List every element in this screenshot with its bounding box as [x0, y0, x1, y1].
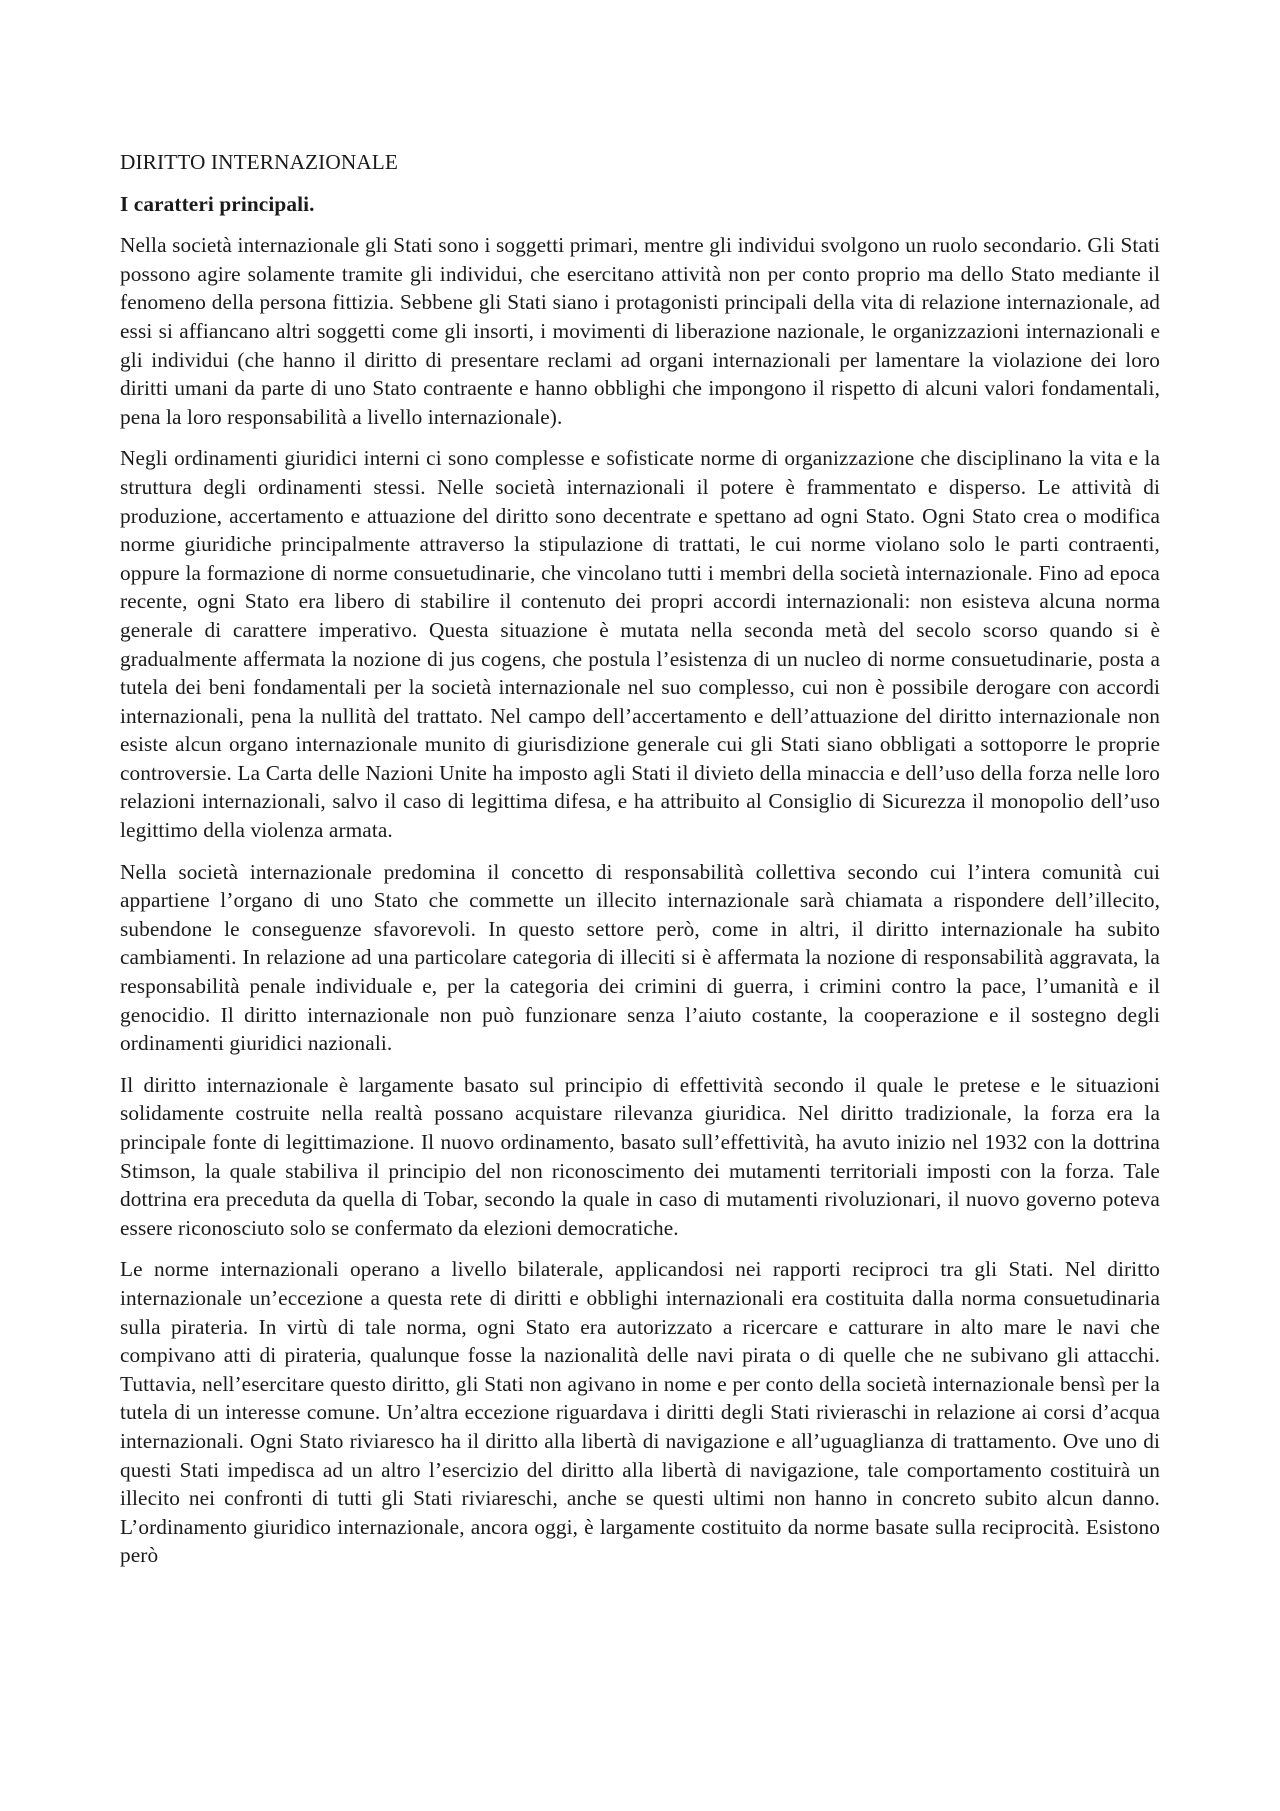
document-title: DIRITTO INTERNAZIONALE [120, 150, 399, 174]
paragraph: Il diritto internazionale è largamente basato sul principio di effettività secondo il quale le pretese e le situazioni solidamente costruite nella realtà possano acquistare rilevanza giuridica. Nel diritto tradizionale, la forza era la principale fonte di legittimazione. Il nuovo ordinamento, basato sull’effettività, ha avuto inizio nel 1932 con la dottrina Stimson, la quale stabiliva il principio del non riconoscimento dei mutamenti territoriali imposti con la forza. Tale dottrina era preceduta da quella di Tobar, secondo la quale in caso di mutamenti rivoluzionari, il nuovo governo poteva essere riconosciuto solo se confermato da elezioni democratiche. [120, 1072, 1160, 1240]
document-body [120, 148, 1160, 1583]
paragraph: Le norme internazionali operano a livello bilaterale, applicandosi nei rapporti reciproci tra gli Stati. Nel diritto internazionale un’eccezione a questa rete di diritti e obblighi internazionali era costituita dalla norma consuetudinaria sulla pirateria. In virtù di tale norma, ogni Stato era autorizzato a ricercare e catturare in alto mare le navi che compivano atti di pirateria, qualunque fosse la nazionalità delle navi pirata o di quelle che ne subivano gli attacchi. Tuttavia, nell’esercitare questo diritto, gli Stati non agivano in nome e per conto della società internazionale bensì per la tutela di un interesse comune. Un’altra eccezione riguardava i diritti degli Stati rivieraschi in relazione ai corsi d’acqua internazionali. Ogni Stato riviaresco ha il diritto alla libertà di navigazione e all’uguaglianza di trattamento. Ove uno di questi Stati impedisca ad un altro l’esercizio del diritto alla libertà di navigazione, tale comportamento costituirà un illecito nei confronti di tutti gli Stati riviareschi, anche se questi ultimi non hanno in concreto subito alcun danno. L’ordinamento giuridico internazionale, ancora oggi, è largamente costituito da norme basate sulla reciprocità. Esistono però [120, 1257, 1160, 1568]
section-heading: I caratteri principali. [120, 191, 315, 216]
paragraph: Nella società internazionale predomina il concetto di responsabilità collettiva secondo cui l’intera comunità cui appartiene l’organo di uno Stato che commette un illecito internazionale sarà chiamata a rispondere dell’illecito, subendone le conseguenze sfavorevoli. In questo settore però, come in altri, il diritto internazionale ha subito cambiamenti. In relazione ad una particolare categoria di illeciti si è affermata la nozione di responsabilità aggravata, la responsabilità penale individuale e, per la categoria dei crimini di guerra, i crimini contro la pace, l’umanità e il genocidio. Il diritto internazionale non può funzionare senza l’aiuto costante, la cooperazione e il sostegno degli ordinamenti giuridici nazionali. [120, 859, 1160, 1056]
paragraph: Nella società internazionale gli Stati sono i soggetti primari, mentre gli individui svolgono un ruolo secondario. Gli Stati possono agire solamente tramite gli individui, che esercitano attività non per conto proprio ma dello Stato mediante il fenomeno della persona fittizia. Sebbene gli Stati siano i protagonisti principali della vita di relazione internazionale, ad essi si affiancano altri soggetti come gli insorti, i movimenti di liberazione nazionale, le organizzazioni internazionali e gli individui (che hanno il diritto di presentare reclami ad organi internazionali per lamentare la violazione dei loro diritti umani da parte di uno Stato contraente e hanno obblighi che impongono il rispetto di alcuni valori fondamentali, pena la loro responsabilità a livello internazionale). [120, 233, 1160, 429]
paragraph: Negli ordinamenti giuridici interni ci sono complesse e sofisticate norme di organizzazione che disciplinano la vita e la struttura degli ordinamenti stessi. Nelle società internazionali il potere è frammentato e disperso. Le attività di produzione, accertamento e attuazione del diritto sono decentrate e spettano ad ogni Stato. Ogni Stato crea o modifica norme giuridiche principalmente attraverso la stipulazione di trattati, le cui norme violano solo le parti contraenti, oppure la formazione di norme consuetudinarie, che vincolano tutti i membri della società internazionale. Fino ad epoca recente, ogni Stato era libero di stabilire il contenuto dei propri accordi internazionali: non esisteva alcuna norma generale di carattere imperativo. Questa situazione è mutata nella seconda metà del secolo scorso quando si è gradualmente affermata la nozione di jus cogens, che postula l’esistenza di un nucleo di norme consuetudinarie, posta a tutela dei beni fondamentali per la società internazionale nel suo complesso, cui non è possibile derogare con accordi internazionali, pena la nullità del trattato. Nel campo dell’accertamento e dell’attuazione del diritto internazionale non esiste alcun organo internazionale munito di giurisdizione generale cui gli Stati siano obbligati a sottoporre le proprie controversie. La Carta delle Nazioni Unite ha imposto agli Stati il divieto della minaccia e dell’uso della forza nelle loro relazioni internazionali, salvo il caso di legittima difesa, e ha attribuito al Consiglio di Sicurezza il monopolio dell’uso legittimo della violenza armata. [120, 446, 1160, 843]
